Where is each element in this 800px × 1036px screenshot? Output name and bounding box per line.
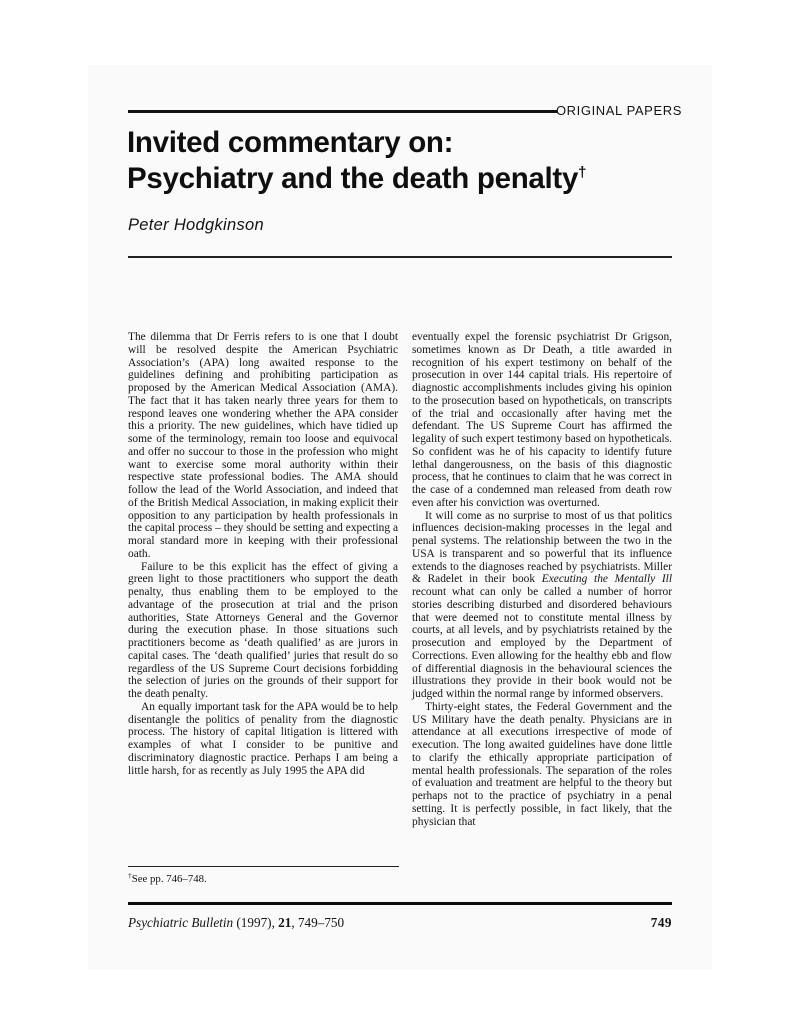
paragraph-text: Thirty-eight states, the Federal Government and the US Military have the death penalty. Physicians are in attendance at all executions irrespective of mode of execution. The long awaited guidelines have done little to clarify the ethically appropriate participation of mental health professionals. The separation of the roles of evaluation and treatment are helpful to the theory but perhaps not to the practice of psychiatry in a penal setting. It is perfectly possible, in fact likely, that the physician that <box>412 700 672 828</box>
page-number: 749 <box>650 915 672 930</box>
footnote-rule <box>128 866 399 867</box>
title-line-1: Invited commentary on: <box>127 126 454 159</box>
footer <box>128 915 672 931</box>
paragraph-text: Failure to be this explicit has the effect of giving a green light to those practitioners who support the death penalty, thus enabling them to be employed to the advantage of the prosecution at trial and the prison authorities, State Attorneys General and the Governor during the execution phase. In those situations such practitioners become as ‘death qualified’ as are jurors in capital cases. The ‘death qualified’ juries that result do so regardless of the US Supreme Court decisions forbidding the selection of juries on the grounds of their support for the death penalty. <box>128 560 398 700</box>
author-name: Peter Hodgkinson <box>128 216 264 234</box>
paragraph <box>128 331 398 561</box>
header-rule <box>128 110 557 113</box>
paragraph <box>412 331 672 510</box>
footer-rule <box>128 902 672 905</box>
paragraph-text: recount what can only be called a number of horror stories describing disturbed and disordered behaviours that were deemed not to constitute mental illness by courts, at all levels, and by psychiatrists retained by the prosecution and employed by the Department of Corrections. Even allowing for the healthy ebb and flow of differential diagnosis in the behavioural sciences the illustrations they provide in their book would not be judged within the normal range by informed observers. <box>412 586 672 700</box>
left-column <box>128 331 398 828</box>
section-label: ORIGINAL PAPERS <box>555 103 682 118</box>
paragraph-text: The dilemma that Dr Ferris refers to is one that I doubt will be resolved despite the American Psychiatric Association’s (APA) long awaited response to the guidelines defining and prohibiting participation as proposed by the American Medical Association (AMA). The fact that it has taken nearly three years for them to respond leaves one wondering whether the APA consider this a priority. The new guidelines, which have tidied up some of the terminology, remain too loose and equivocal and offer no succour to those in the profession who might want to exercise some moral authority within their respective state professional bodies. The AMA should follow the lead of the World Association, and indeed that of the British Medical Association, in making explicit their opposition to any participation by health professionals in the capital process – they should be setting and expecting a moral standard more in keeping with their professional oath. <box>128 331 398 560</box>
paragraph-text: eventually expel the forensic psychiatrist Dr Grigson, sometimes known as Dr Death, a title awarded in recognition of his expert testimony on behalf of the prosecution in over 144 capital trials. His repertoire of diagnostic accomplishments includes giving his opinion to the prosecution based on hypotheticals, on transcripts of the trial and occasionally after having met the defendant. The US Supreme Court has affirmed the legality of such expert testimony based on hypotheticals. So confident was he of his capacity to identify future lethal dangerousness, on the basis of this diagnostic process, that he continues to claim that he was correct in the case of a condemned man released from death row even after his conviction was overturned. <box>412 331 672 509</box>
paragraph <box>128 701 398 778</box>
footnote: †See pp. 746–748. <box>128 871 207 885</box>
article-body <box>128 331 672 828</box>
paragraph <box>128 561 398 701</box>
right-column <box>412 331 672 828</box>
book-title-italic: Executing the Mentally Ill <box>541 573 673 586</box>
volume-number: 21 <box>278 915 292 930</box>
footnote-dagger: † <box>128 871 132 880</box>
title-separator-rule <box>128 256 672 258</box>
paragraph-text: It will come as no surprise to most of us that politics influences decision-making processes in the legal and penal systems. The relationship between the two in the USA is transparent and so powerful that its influence extends to the diagnoses reached by psychiatrists. Miller & Radelet in their book <box>412 509 672 586</box>
journal-citation: Psychiatric Bulletin (1997), 21, 749–750 <box>128 915 345 930</box>
journal-name: Psychiatric Bulletin <box>128 915 234 930</box>
paragraph-text: An equally important task for the APA would be to help disentangle the politics of penality from the diagnostic process. The history of capital litigation is littered with examples of what I consider to be punitive and discriminatory diagnostic practice. Perhaps I am being a little harsh, for as recently as July 1995 the APA did <box>128 700 398 777</box>
article-title <box>127 125 687 197</box>
paragraph <box>412 510 672 701</box>
title-line-2: Psychiatry and the death penalty† <box>127 162 587 195</box>
paragraph <box>412 701 672 829</box>
title-dagger: † <box>578 164 587 181</box>
